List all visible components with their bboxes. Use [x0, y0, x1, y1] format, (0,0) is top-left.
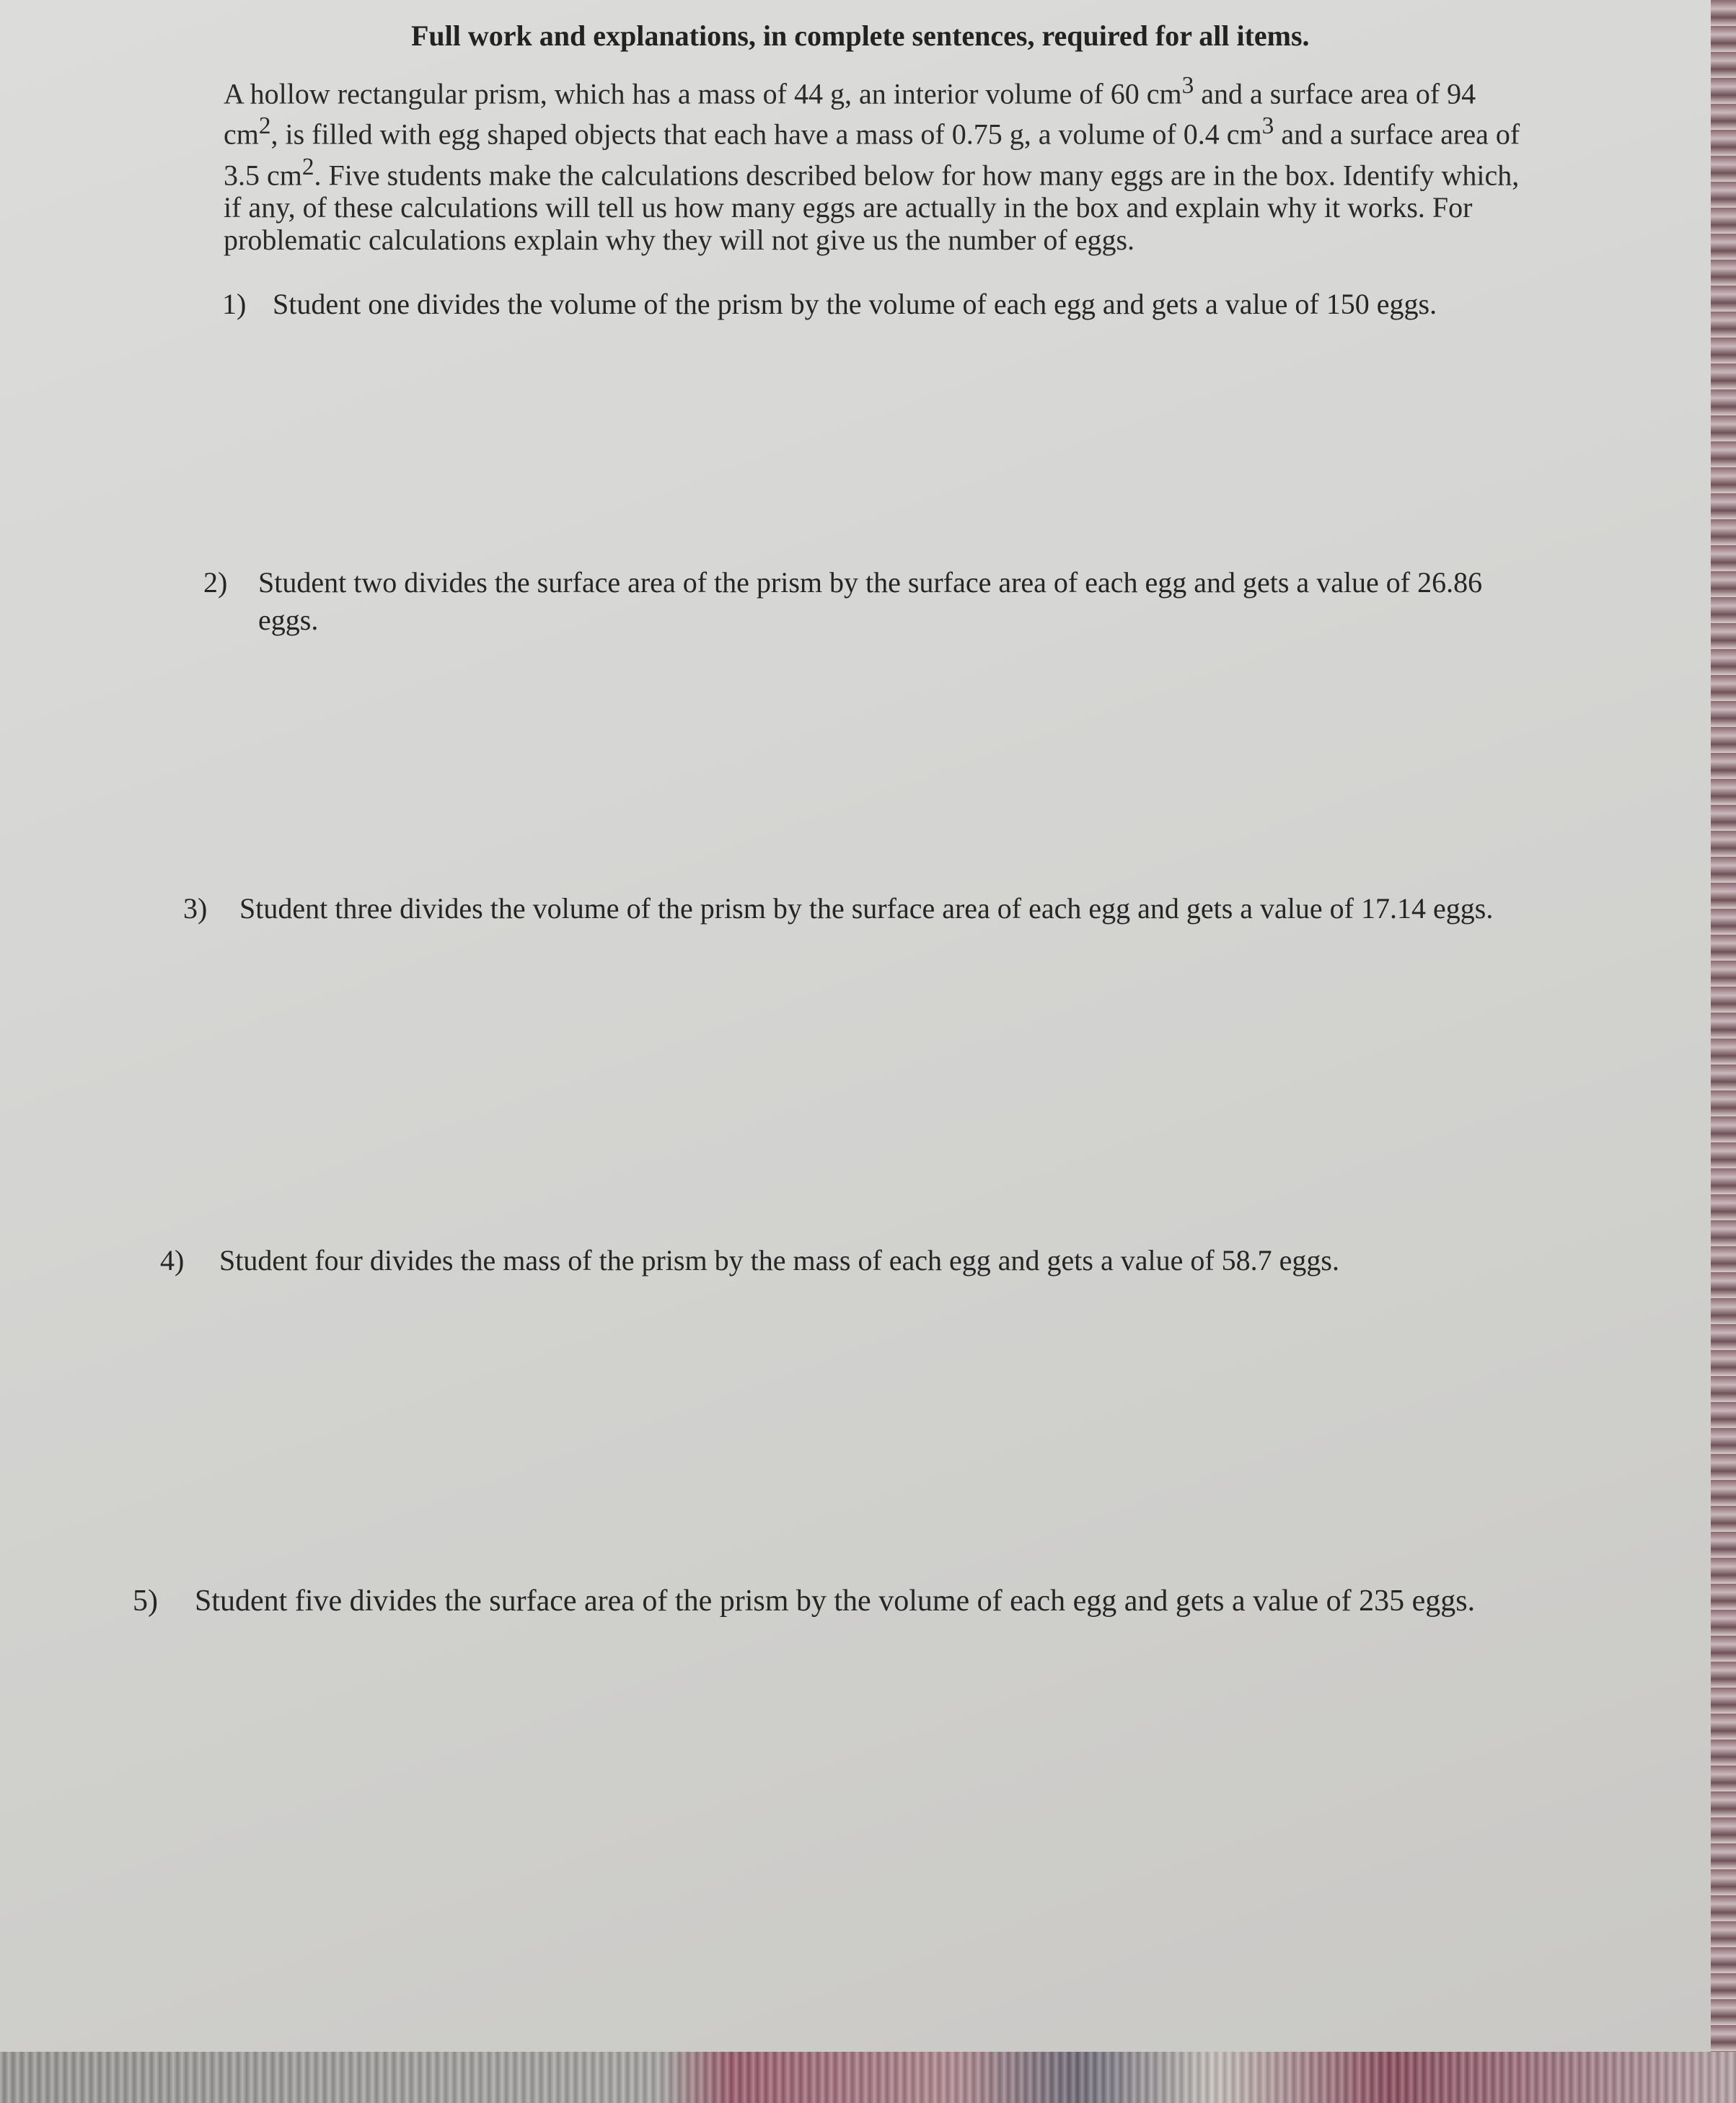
- intro-superscript-3: 3: [1261, 113, 1274, 140]
- question-text-3: Student three divides the volume of the prism by the surface area of each egg and gets a value of 17.14 eggs.: [239, 892, 1494, 925]
- worksheet-header: Full work and explanations, in complete sentences, required for all items.: [411, 19, 1310, 52]
- question-item-5: [133, 1579, 1611, 1623]
- intro-superscript-4: 2: [301, 153, 314, 180]
- question-number-3: 3): [183, 892, 208, 925]
- question-number-5: 5): [133, 1584, 158, 1618]
- intro-superscript-1: 3: [1181, 72, 1194, 99]
- question-item-3: [183, 890, 1525, 927]
- background-fabric-bottom: [0, 2052, 1736, 2103]
- question-number-1: 1): [222, 288, 247, 320]
- intro-text-part-3: , is filled with egg shaped objects that each have a mass of 0.75 g, a volume of 0.4 cm: [270, 118, 1262, 151]
- problem-statement: [224, 69, 1533, 256]
- question-number-4: 4): [160, 1244, 185, 1277]
- intro-superscript-2: 2: [258, 113, 271, 140]
- question-text-1: Student one divides the volume of the prism by the volume of each egg and gets a value of 150 eggs.: [273, 288, 1437, 320]
- intro-text-part-2: and a surface area of 94 cm: [224, 77, 1476, 151]
- intro-text-part-4: and a surface area of 3.5 cm: [224, 118, 1520, 191]
- question-text-2: Student two divides the surface area of the prism by the surface area of each egg and gets a value of 26.86 eggs.: [258, 566, 1483, 636]
- background-fabric-right: [1711, 0, 1736, 2103]
- intro-text-part-5: . Five students make the calculations described below for how many eggs are in the box. Identify which, if any, of these calculations will tell us how many eggs are actually in the box and explain why it works. For problematic calculations explain why they will not give us the number of eggs.: [224, 158, 1520, 256]
- question-number-2: 2): [203, 566, 228, 599]
- question-item-4: [160, 1242, 1552, 1279]
- question-item-2: [203, 564, 1543, 639]
- intro-text-part-1: A hollow rectangular prism, which has a mass of 44 g, an interior volume of 60 cm: [224, 77, 1182, 110]
- question-text-4: Student four divides the mass of the prism by the mass of each egg and gets a value of 58.7 eggs.: [219, 1244, 1339, 1277]
- question-item-1: [222, 286, 1542, 323]
- question-text-5: Student five divides the surface area of the prism by the volume of each egg and gets a value of 235 eggs.: [195, 1584, 1476, 1618]
